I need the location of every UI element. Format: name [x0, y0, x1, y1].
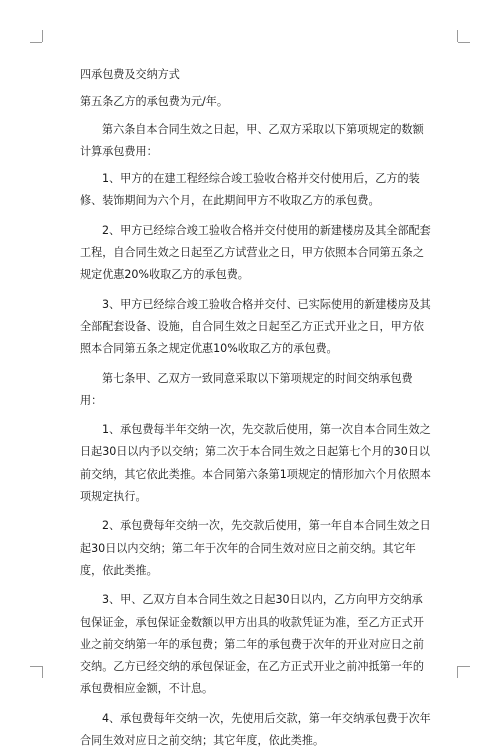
paragraph-article-5: 第五条乙方的承包费为元/年。 [80, 95, 228, 109]
crop-mark-bottom-left-v [42, 666, 43, 678]
document-body [80, 64, 432, 752]
paragraph-article-7-item-1: 1、承包费每半年交纳一次，先交款后使用，第一次自本合同生效之日起30日以内予以交纳；第二次于本合同生效之日起第七个月的30日以前交纳，其它依此类推。本合同第六条第1项规定的情形加六个月依照本项规定执行。 [80, 423, 431, 504]
paragraph-article-7-item-2: 2、承包费每年交纳一次，先交款后使用，第一年自本合同生效之日起30日以内交纳；第二年于次年的合同生效对应日之前交纳。其它年度，依此类推。 [80, 519, 431, 577]
crop-mark-bottom-right-h [458, 666, 470, 667]
section-heading: 四承包费及交纳方式 [80, 68, 180, 81]
paragraph-article-6: 第六条自本合同生效之日起，甲、乙双方采取以下第项规定的数额计算承包费用： [80, 122, 424, 158]
crop-mark-bottom-right-v [457, 666, 458, 678]
crop-mark-top-right-h [458, 42, 470, 43]
paragraph-article-7-item-4: 4、承包费每年交纳一次，先使用后交款，第一年交纳承包费于次年合同生效对应日之前交纳；其它年度，依此类推。 [80, 711, 431, 748]
paragraph-article-7-item-3: 3、甲、乙双方自本合同生效之日起30日以内，乙方向甲方交纳承包保证金，承包保证金数额以甲方出具的收款凭证为准，至乙方正式开业之前交纳第一年的承包费；第二年的承包费于次年的开业对应日之前交纳。乙方已经交纳的承包保证金，在乙方正式开业之前冲抵第一年的承包费相应金额，不计息。 [80, 593, 424, 696]
crop-mark-top-right-v [457, 30, 458, 42]
paragraph-article-7: 第七条甲、乙双方一致同意采取以下第项规定的时间交纳承包费用： [80, 371, 413, 407]
paragraph-article-6-item-1: 1、甲方的在建工程经综合竣工验收合格并交付使用后，乙方的装修、装饰期间为六个月，在此期间甲方不收取乙方的承包费。 [80, 172, 420, 208]
crop-mark-top-left-v [42, 30, 43, 42]
crop-mark-bottom-left-h [30, 666, 42, 667]
paragraph-article-6-item-3: 3、甲方已经综合竣工验收合格并交付、已实际使用的新建楼房及其全部配套设备、设施，自合同生效之日起至乙方正式开业之日，甲方依照本合同第五条之规定优惠10%收取乙方的承包费。 [80, 297, 431, 356]
paragraph-article-6-item-2: 2、甲方已经综合竣工验收合格并交付使用的新建楼房及其全部配套工程，自合同生效之日起至乙方试营业之日，甲方依照本合同第五条之规定优惠20%收取乙方的承包费。 [80, 223, 431, 282]
crop-mark-top-left-h [30, 42, 42, 43]
